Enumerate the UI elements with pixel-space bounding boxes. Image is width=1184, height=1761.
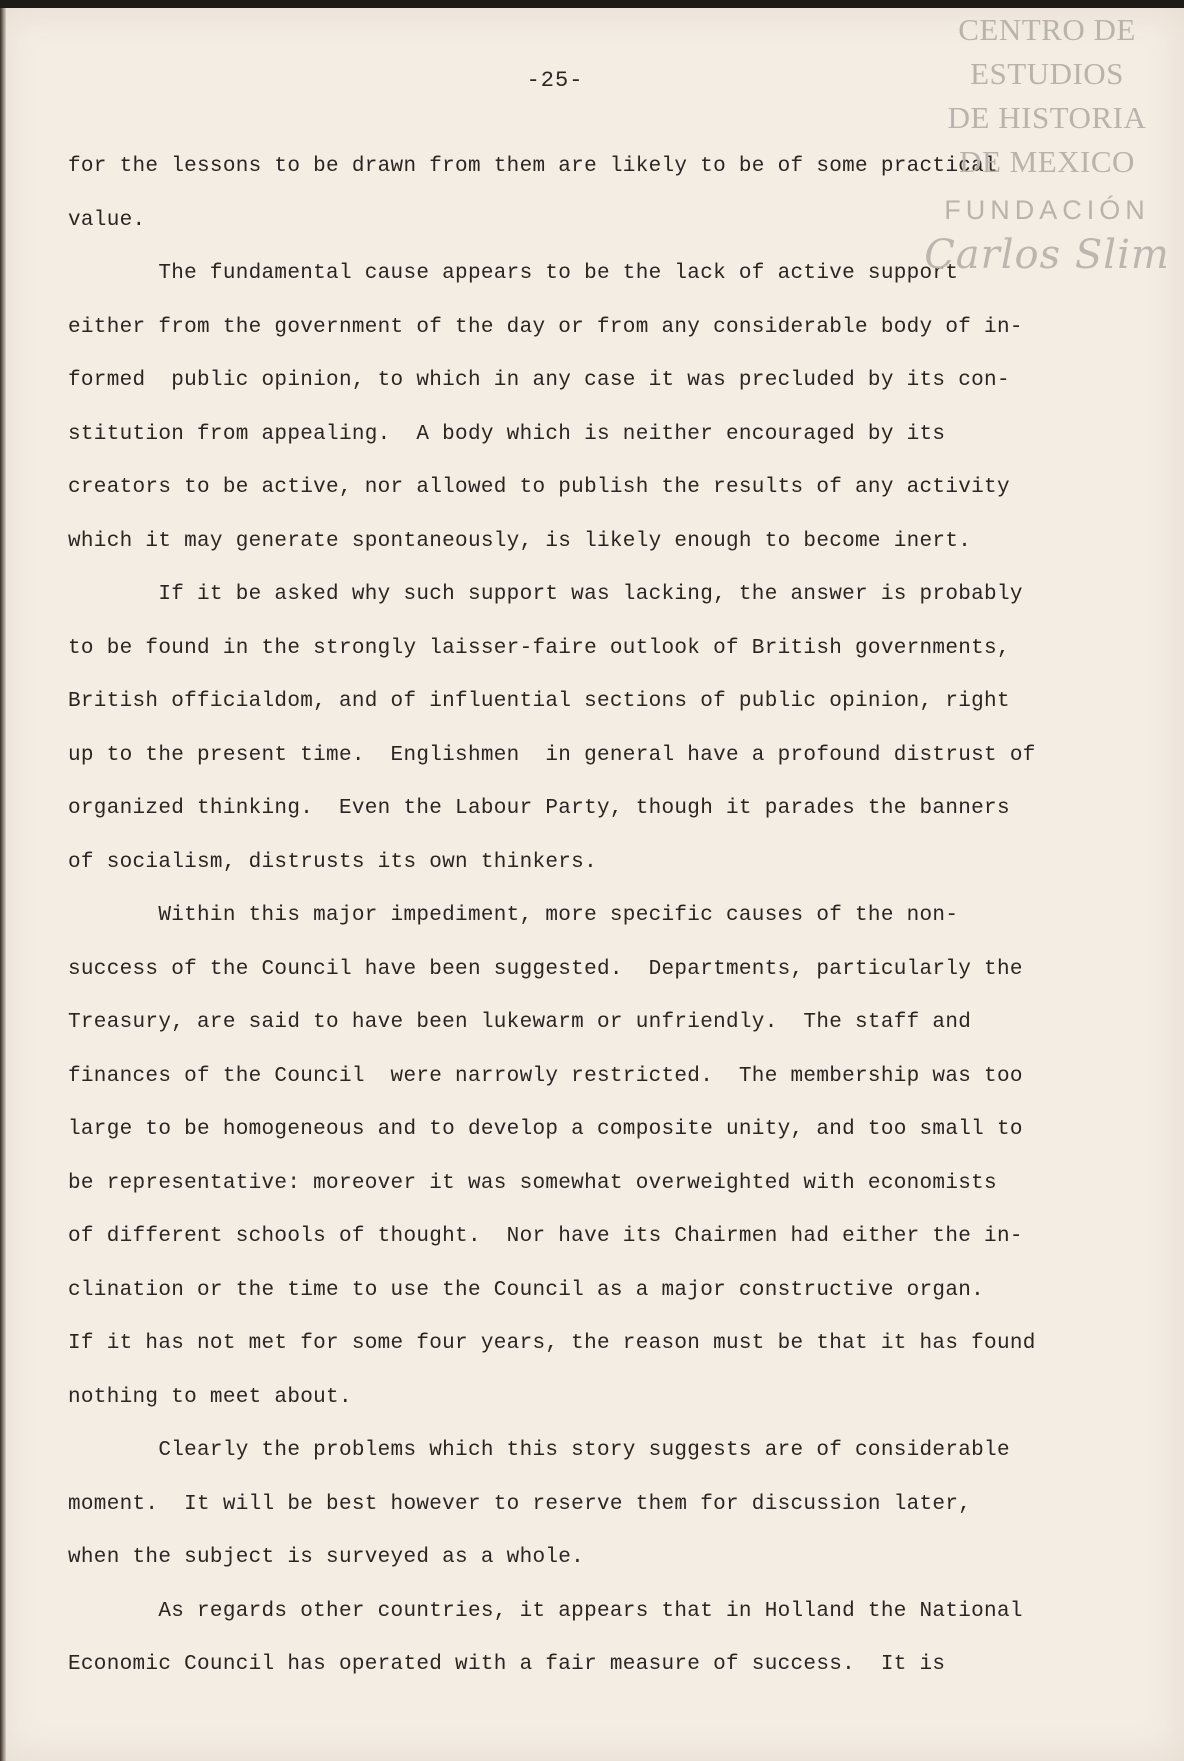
text-line: moment. It will be best however to reserve them for discussion later, — [68, 1492, 972, 1516]
text-line: of different schools of thought. Nor have its Chairmen had either the in- — [68, 1225, 1023, 1248]
text-line: when the subject is surveyed as a whole. — [68, 1546, 585, 1569]
text-line: for the lessons to be drawn from them are likely to be of some practical — [68, 155, 997, 178]
text-line: If it be asked why such support was lacking, the answer is probably — [68, 583, 1023, 606]
watermark-line: DE MEXICO — [959, 144, 1135, 179]
text-line: Treasury, are said to have been lukewarm or unfriendly. The staff and — [68, 1011, 972, 1034]
text-line: Economic Council has operated with a fair measure of success. It is — [68, 1653, 946, 1676]
archive-watermark — [922, 8, 1172, 280]
text-line: value. — [68, 208, 146, 232]
text-line: The fundamental cause appears to be the lack of active support — [68, 262, 959, 285]
text-line: As regards other countries, it appears that in Holland the National — [68, 1599, 1023, 1623]
text-line: to be found in the strongly laisser-faire outlook of British governments, — [68, 636, 1010, 660]
text-line: clination or the time to use the Council as a major constructive organ. — [68, 1278, 985, 1302]
text-line: nothing to meet about. — [68, 1385, 352, 1409]
text-line: formed public opinion, to which in any case it was precluded by its con- — [68, 369, 1010, 392]
text-line: stitution from appealing. A body which is neither encouraged by its — [68, 422, 946, 446]
text-line: large to be homogeneous and to develop a composite unity, and too small to — [68, 1118, 1023, 1141]
watermark-fundacion: FUNDACIÓN — [944, 195, 1150, 225]
text-line: British officialdom, and of influential sections of public opinion, right — [68, 690, 1010, 713]
text-line: finances of the Council were narrowly restricted. The membership was too — [68, 1064, 1023, 1088]
watermark-line: ESTUDIOS — [970, 56, 1124, 91]
text-line: organized thinking. Even the Labour Party, though it parades the banners — [68, 797, 1010, 820]
text-line: If it has not met for some four years, the reason must be that it has found — [68, 1332, 1036, 1355]
page-number: -25- — [526, 68, 584, 93]
text-line: success of the Council have been suggested. Departments, particularly the — [68, 957, 1023, 981]
text-line: either from the government of the day or from any considerable body of in- — [68, 315, 1023, 339]
text-line: of socialism, distrusts its own thinkers. — [68, 850, 597, 874]
page-edge-shadow — [0, 8, 6, 1761]
text-line: Clearly the problems which this story suggests are of considerable — [68, 1439, 1010, 1462]
text-line: be representative: moreover it was somewhat overweighted with economists — [68, 1171, 997, 1195]
watermark-line: CENTRO DE — [958, 12, 1136, 47]
watermark-line: DE HISTORIA — [947, 100, 1147, 135]
text-line: up to the present time. Englishmen in general have a profound distrust of — [68, 743, 1036, 767]
text-line: creators to be active, nor allowed to publish the results of any activity — [68, 476, 1010, 499]
watermark-signature: Carlos Slim — [924, 232, 1170, 278]
document-page — [0, 8, 1184, 1761]
body-text — [68, 140, 1078, 1692]
text-line: Within this major impediment, more specific causes of the non- — [68, 904, 959, 927]
text-line: which it may generate spontaneously, is likely enough to become inert. — [68, 529, 972, 553]
